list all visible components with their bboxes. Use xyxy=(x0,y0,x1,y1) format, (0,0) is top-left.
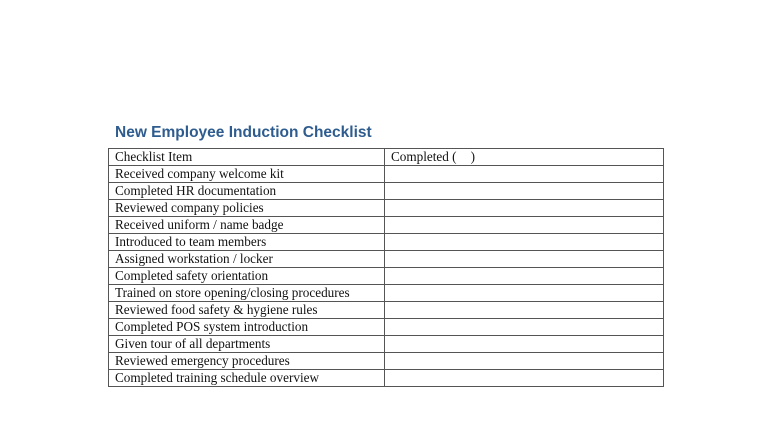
checklist-item-cell: Trained on store opening/closing procedures xyxy=(109,285,385,302)
table-row xyxy=(109,234,664,251)
checklist-item-cell: Given tour of all departments xyxy=(109,336,385,353)
document-title: New Employee Induction Checklist xyxy=(115,124,372,141)
completed-cell[interactable] xyxy=(385,251,664,268)
checklist-table xyxy=(108,148,664,387)
completed-cell[interactable] xyxy=(385,319,664,336)
checklist-item-cell: Completed POS system introduction xyxy=(109,319,385,336)
checklist-item-cell: Assigned workstation / locker xyxy=(109,251,385,268)
completed-cell[interactable] xyxy=(385,200,664,217)
checklist-item-cell: Completed safety orientation xyxy=(109,268,385,285)
checklist-item-cell: Reviewed emergency procedures xyxy=(109,353,385,370)
table-row xyxy=(109,370,664,387)
completed-cell[interactable] xyxy=(385,302,664,319)
completed-cell[interactable] xyxy=(385,353,664,370)
checklist-item-cell: Introduced to team members xyxy=(109,234,385,251)
completed-cell[interactable] xyxy=(385,285,664,302)
completed-cell[interactable] xyxy=(385,268,664,285)
table-row xyxy=(109,319,664,336)
completed-cell[interactable] xyxy=(385,336,664,353)
table-row xyxy=(109,302,664,319)
header-checklist-item: Checklist Item xyxy=(109,149,385,166)
checklist-item-cell: Reviewed food safety & hygiene rules xyxy=(109,302,385,319)
table-row xyxy=(109,251,664,268)
completed-cell[interactable] xyxy=(385,166,664,183)
checklist-item-cell: Received company welcome kit xyxy=(109,166,385,183)
header-completed xyxy=(385,149,664,166)
table-row xyxy=(109,217,664,234)
checklist-item-cell: Completed HR documentation xyxy=(109,183,385,200)
table-header-row xyxy=(109,149,664,166)
completed-cell[interactable] xyxy=(385,370,664,387)
table-row xyxy=(109,336,664,353)
header-completed-prefix: Completed ( xyxy=(391,149,457,164)
table-row xyxy=(109,268,664,285)
header-completed-suffix: ) xyxy=(470,149,475,164)
table-row xyxy=(109,200,664,217)
checklist-item-cell: Completed training schedule overview xyxy=(109,370,385,387)
table-row xyxy=(109,183,664,200)
completed-cell[interactable] xyxy=(385,183,664,200)
table-row xyxy=(109,166,664,183)
table-row xyxy=(109,353,664,370)
checklist-item-cell: Reviewed company policies xyxy=(109,200,385,217)
table-row xyxy=(109,285,664,302)
completed-cell[interactable] xyxy=(385,217,664,234)
checklist-item-cell: Received uniform / name badge xyxy=(109,217,385,234)
completed-cell[interactable] xyxy=(385,234,664,251)
